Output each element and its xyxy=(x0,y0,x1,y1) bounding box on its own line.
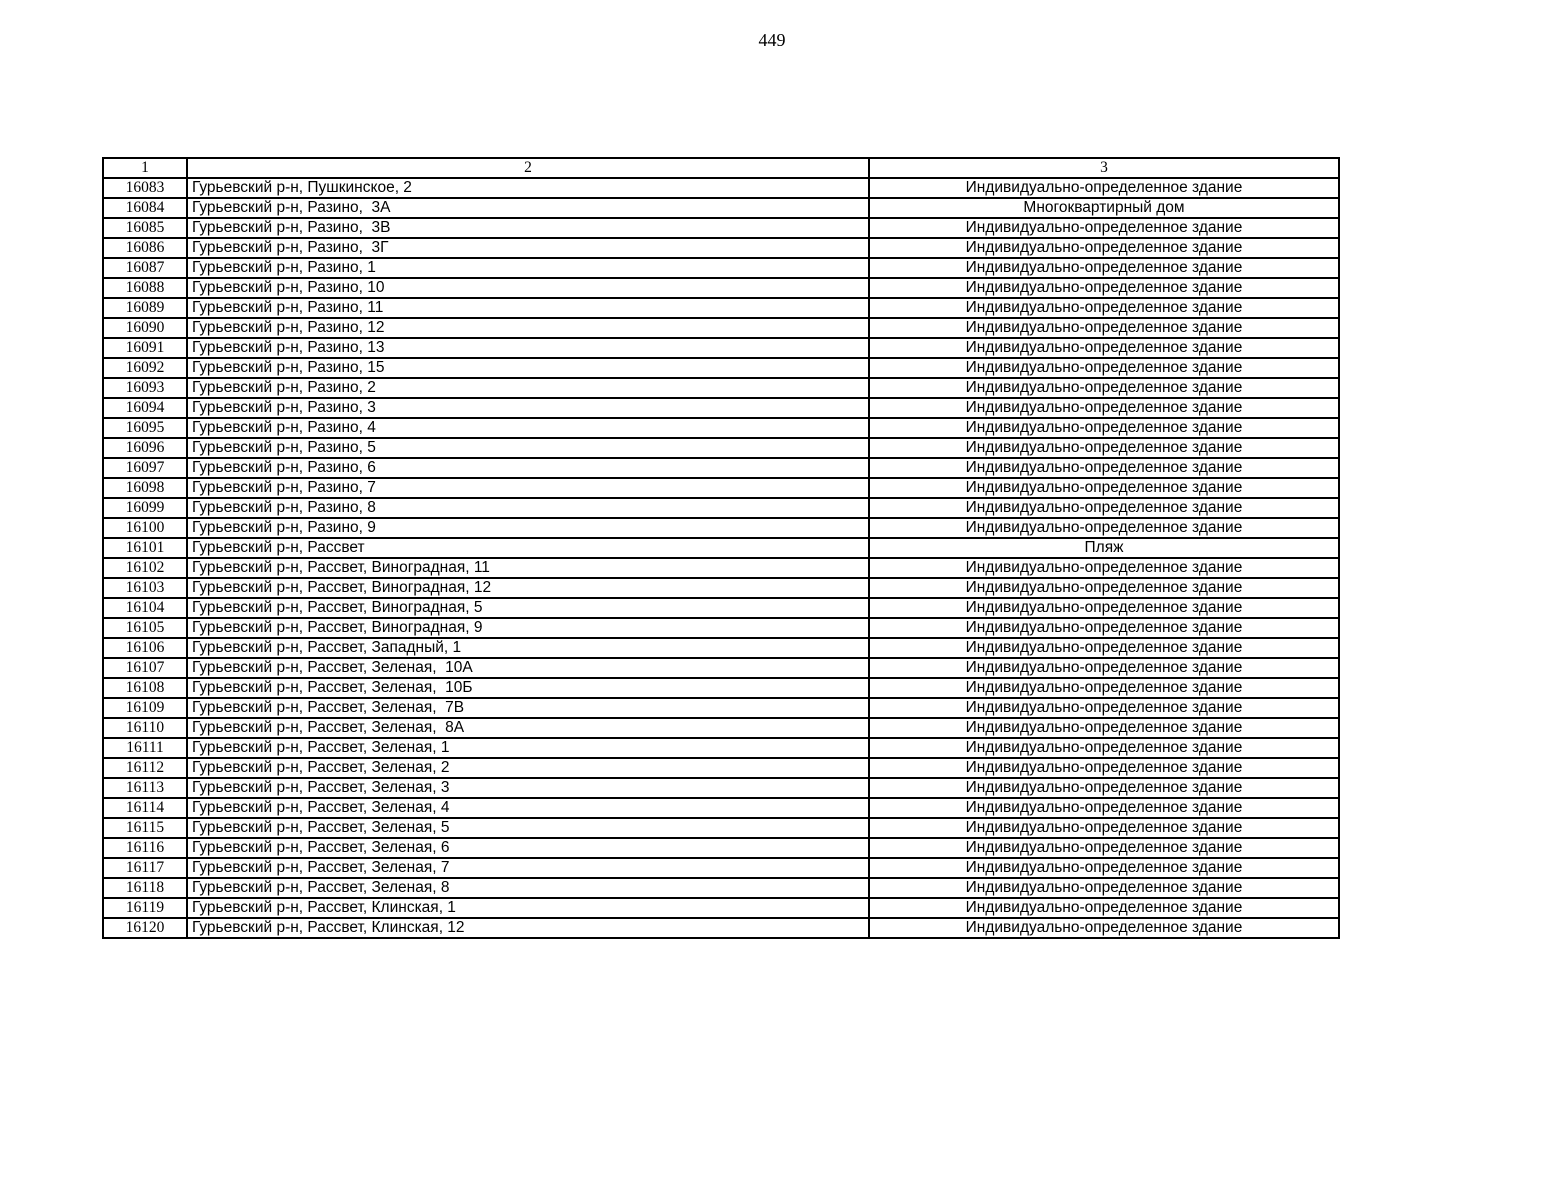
column-header-1: 1 xyxy=(103,158,187,178)
table-body xyxy=(103,178,1339,938)
table-row xyxy=(103,378,1339,398)
cell-id: 16119 xyxy=(103,898,187,918)
cell-type: Индивидуально-определенное здание xyxy=(869,558,1339,578)
table-row xyxy=(103,178,1339,198)
cell-address: Гурьевский р-н, Рассвет xyxy=(187,538,869,558)
cell-address: Гурьевский р-н, Разино, 2 xyxy=(187,378,869,398)
table-row xyxy=(103,898,1339,918)
table-row xyxy=(103,838,1339,858)
cell-id: 16102 xyxy=(103,558,187,578)
table-row xyxy=(103,318,1339,338)
cell-type: Индивидуально-определенное здание xyxy=(869,478,1339,498)
table-row xyxy=(103,498,1339,518)
cell-address: Гурьевский р-н, Разино, 12 xyxy=(187,318,869,338)
cell-id: 16114 xyxy=(103,798,187,818)
cell-id: 16113 xyxy=(103,778,187,798)
cell-address: Гурьевский р-н, Разино, 5 xyxy=(187,438,869,458)
table-row xyxy=(103,618,1339,638)
cell-address: Гурьевский р-н, Рассвет, Зеленая, 10Б xyxy=(187,678,869,698)
table-row xyxy=(103,458,1339,478)
cell-address: Гурьевский р-н, Рассвет, Зеленая, 5 xyxy=(187,818,869,838)
cell-id: 16107 xyxy=(103,658,187,678)
cell-id: 16112 xyxy=(103,758,187,778)
cell-id: 16103 xyxy=(103,578,187,598)
cell-id: 16116 xyxy=(103,838,187,858)
cell-type: Индивидуально-определенное здание xyxy=(869,598,1339,618)
table-row xyxy=(103,918,1339,938)
cell-type: Индивидуально-определенное здание xyxy=(869,318,1339,338)
cell-id: 16108 xyxy=(103,678,187,698)
table-row xyxy=(103,858,1339,878)
cell-address: Гурьевский р-н, Пушкинское, 2 xyxy=(187,178,869,198)
cell-address: Гурьевский р-н, Разино, 3Г xyxy=(187,238,869,258)
cell-id: 16118 xyxy=(103,878,187,898)
table-row xyxy=(103,878,1339,898)
cell-type: Индивидуально-определенное здание xyxy=(869,578,1339,598)
cell-address: Гурьевский р-н, Рассвет, Зеленая, 7 xyxy=(187,858,869,878)
cell-type: Индивидуально-определенное здание xyxy=(869,218,1339,238)
table-row xyxy=(103,638,1339,658)
cell-type: Индивидуально-определенное здание xyxy=(869,338,1339,358)
table-row xyxy=(103,778,1339,798)
table-row xyxy=(103,258,1339,278)
cell-type: Индивидуально-определенное здание xyxy=(869,618,1339,638)
cell-id: 16083 xyxy=(103,178,187,198)
cell-type: Индивидуально-определенное здание xyxy=(869,638,1339,658)
table-row xyxy=(103,278,1339,298)
cell-type: Индивидуально-определенное здание xyxy=(869,458,1339,478)
cell-id: 16115 xyxy=(103,818,187,838)
cell-type: Индивидуально-определенное здание xyxy=(869,718,1339,738)
table-row xyxy=(103,718,1339,738)
table-row xyxy=(103,478,1339,498)
cell-address: Гурьевский р-н, Разино, 3 xyxy=(187,398,869,418)
cell-type: Индивидуально-определенное здание xyxy=(869,298,1339,318)
table-row xyxy=(103,598,1339,618)
cell-id: 16089 xyxy=(103,298,187,318)
cell-id: 16090 xyxy=(103,318,187,338)
cell-type: Индивидуально-определенное здание xyxy=(869,178,1339,198)
cell-id: 16097 xyxy=(103,458,187,478)
cell-address: Гурьевский р-н, Разино, 10 xyxy=(187,278,869,298)
cell-address: Гурьевский р-н, Рассвет, Виноградная, 9 xyxy=(187,618,869,638)
cell-address: Гурьевский р-н, Разино, 6 xyxy=(187,458,869,478)
cell-id: 16085 xyxy=(103,218,187,238)
table-row xyxy=(103,658,1339,678)
cell-type: Индивидуально-определенное здание xyxy=(869,258,1339,278)
table-row xyxy=(103,218,1339,238)
table-row xyxy=(103,678,1339,698)
cell-type: Индивидуально-определенное здание xyxy=(869,858,1339,878)
cell-id: 16105 xyxy=(103,618,187,638)
cell-type: Индивидуально-определенное здание xyxy=(869,678,1339,698)
table-header-row xyxy=(103,158,1339,178)
cell-type: Индивидуально-определенное здание xyxy=(869,898,1339,918)
cell-type: Индивидуально-определенное здание xyxy=(869,758,1339,778)
cell-type: Индивидуально-определенное здание xyxy=(869,778,1339,798)
cell-address: Гурьевский р-н, Рассвет, Зеленая, 1 xyxy=(187,738,869,758)
cell-type: Многоквартирный дом xyxy=(869,198,1339,218)
table-row xyxy=(103,518,1339,538)
cell-address: Гурьевский р-н, Рассвет, Зеленая, 2 xyxy=(187,758,869,778)
table-row xyxy=(103,738,1339,758)
cell-address: Гурьевский р-н, Разино, 8 xyxy=(187,498,869,518)
cell-id: 16087 xyxy=(103,258,187,278)
cell-id: 16117 xyxy=(103,858,187,878)
cell-address: Гурьевский р-н, Рассвет, Клинская, 1 xyxy=(187,898,869,918)
cell-type: Индивидуально-определенное здание xyxy=(869,518,1339,538)
cell-address: Гурьевский р-н, Рассвет, Виноградная, 5 xyxy=(187,598,869,618)
column-header-3: 3 xyxy=(869,158,1339,178)
cell-address: Гурьевский р-н, Разино, 3В xyxy=(187,218,869,238)
cell-id: 16106 xyxy=(103,638,187,658)
cell-id: 16101 xyxy=(103,538,187,558)
cell-type: Индивидуально-определенное здание xyxy=(869,878,1339,898)
table-row xyxy=(103,398,1339,418)
cell-id: 16086 xyxy=(103,238,187,258)
cell-type: Индивидуально-определенное здание xyxy=(869,278,1339,298)
cell-address: Гурьевский р-н, Рассвет, Зеленая, 3 xyxy=(187,778,869,798)
cell-id: 16084 xyxy=(103,198,187,218)
cell-address: Гурьевский р-н, Разино, 9 xyxy=(187,518,869,538)
cell-address: Гурьевский р-н, Рассвет, Зеленая, 8 xyxy=(187,878,869,898)
cell-id: 16088 xyxy=(103,278,187,298)
table-row xyxy=(103,558,1339,578)
cell-address: Гурьевский р-н, Рассвет, Зеленая, 10А xyxy=(187,658,869,678)
table-row xyxy=(103,698,1339,718)
cell-type: Индивидуально-определенное здание xyxy=(869,798,1339,818)
cell-type: Пляж xyxy=(869,538,1339,558)
cell-type: Индивидуально-определенное здание xyxy=(869,658,1339,678)
cell-address: Гурьевский р-н, Рассвет, Виноградная, 12 xyxy=(187,578,869,598)
cell-id: 16104 xyxy=(103,598,187,618)
table-row xyxy=(103,198,1339,218)
cell-id: 16094 xyxy=(103,398,187,418)
table-row xyxy=(103,358,1339,378)
table-row xyxy=(103,798,1339,818)
cell-type: Индивидуально-определенное здание xyxy=(869,378,1339,398)
table-row xyxy=(103,418,1339,438)
table-row xyxy=(103,818,1339,838)
cell-type: Индивидуально-определенное здание xyxy=(869,398,1339,418)
table-row xyxy=(103,238,1339,258)
cell-address: Гурьевский р-н, Рассвет, Клинская, 12 xyxy=(187,918,869,938)
cell-address: Гурьевский р-н, Разино, 7 xyxy=(187,478,869,498)
cell-address: Гурьевский р-н, Рассвет, Зеленая, 4 xyxy=(187,798,869,818)
cell-type: Индивидуально-определенное здание xyxy=(869,738,1339,758)
cell-id: 16095 xyxy=(103,418,187,438)
cell-type: Индивидуально-определенное здание xyxy=(869,438,1339,458)
cell-address: Гурьевский р-н, Рассвет, Виноградная, 11 xyxy=(187,558,869,578)
page-number: 449 xyxy=(758,30,786,50)
registry-table xyxy=(102,157,1340,939)
cell-address: Гурьевский р-н, Рассвет, Зеленая, 7В xyxy=(187,698,869,718)
cell-id: 16110 xyxy=(103,718,187,738)
cell-type: Индивидуально-определенное здание xyxy=(869,418,1339,438)
cell-type: Индивидуально-определенное здание xyxy=(869,838,1339,858)
cell-id: 16120 xyxy=(103,918,187,938)
cell-id: 16109 xyxy=(103,698,187,718)
cell-id: 16100 xyxy=(103,518,187,538)
table-row xyxy=(103,758,1339,778)
table-row xyxy=(103,338,1339,358)
table-row xyxy=(103,538,1339,558)
cell-address: Гурьевский р-н, Разино, 4 xyxy=(187,418,869,438)
cell-type: Индивидуально-определенное здание xyxy=(869,358,1339,378)
cell-address: Гурьевский р-н, Разино, 1 xyxy=(187,258,869,278)
cell-id: 16096 xyxy=(103,438,187,458)
cell-address: Гурьевский р-н, Разино, 15 xyxy=(187,358,869,378)
cell-type: Индивидуально-определенное здание xyxy=(869,918,1339,938)
cell-id: 16098 xyxy=(103,478,187,498)
cell-address: Гурьевский р-н, Разино, 3А xyxy=(187,198,869,218)
cell-id: 16091 xyxy=(103,338,187,358)
cell-address: Гурьевский р-н, Разино, 11 xyxy=(187,298,869,318)
cell-id: 16093 xyxy=(103,378,187,398)
column-header-2: 2 xyxy=(187,158,869,178)
cell-id: 16092 xyxy=(103,358,187,378)
table-row xyxy=(103,578,1339,598)
cell-address: Гурьевский р-н, Рассвет, Зеленая, 6 xyxy=(187,838,869,858)
table-row xyxy=(103,438,1339,458)
cell-type: Индивидуально-определенное здание xyxy=(869,238,1339,258)
cell-type: Индивидуально-определенное здание xyxy=(869,698,1339,718)
cell-address: Гурьевский р-н, Рассвет, Зеленая, 8А xyxy=(187,718,869,738)
cell-id: 16111 xyxy=(103,738,187,758)
cell-address: Гурьевский р-н, Рассвет, Западный, 1 xyxy=(187,638,869,658)
table-row xyxy=(103,298,1339,318)
cell-type: Индивидуально-определенное здание xyxy=(869,498,1339,518)
cell-id: 16099 xyxy=(103,498,187,518)
cell-type: Индивидуально-определенное здание xyxy=(869,818,1339,838)
cell-address: Гурьевский р-н, Разино, 13 xyxy=(187,338,869,358)
